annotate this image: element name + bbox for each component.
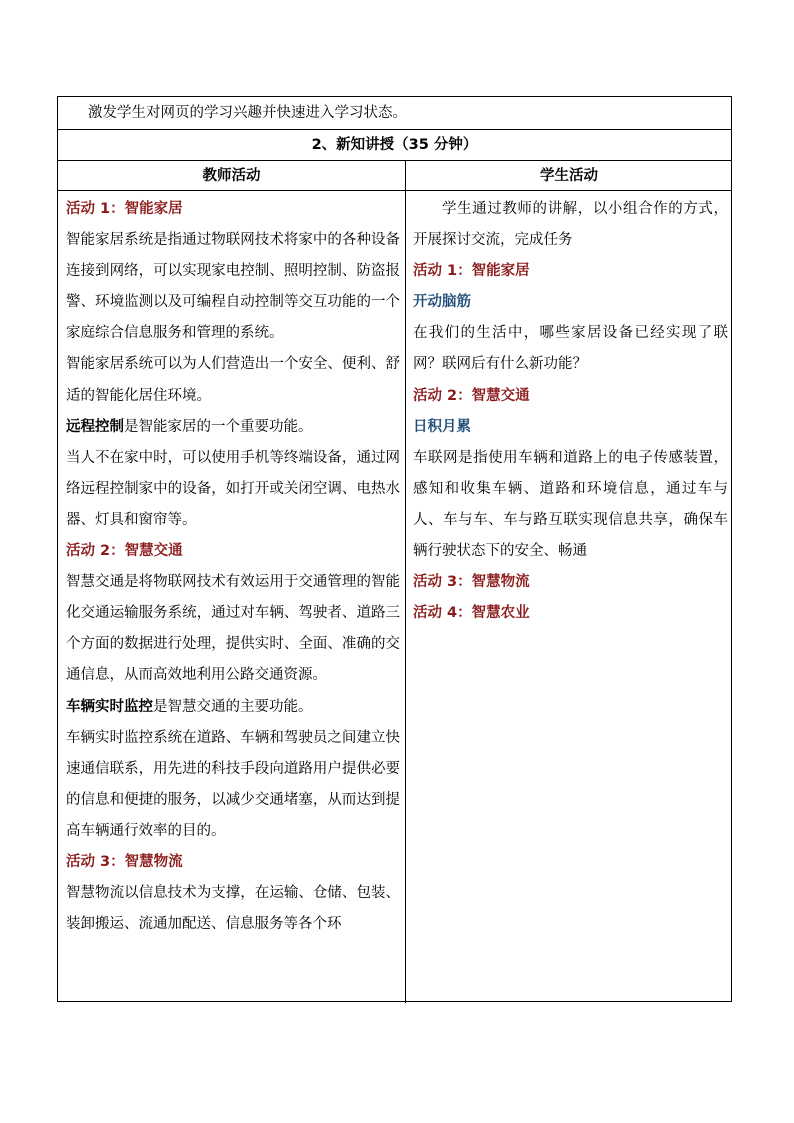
teacher-activity1-title: 活动 1：智能家居 [66,201,183,217]
column-divider [405,161,406,1003]
keypoint-text: 是智能家居的一个重要功能。 [124,418,313,435]
student-question-paragraph: 在我们的生活中，哪些家居设备已经实现了联网？联网后有什么新功能？ [413,325,728,373]
student-activity3-title: 活动 3：智慧物流 [413,574,530,591]
student-activity1-title: 活动 1：智能家居 [413,263,530,280]
student-activity2-title: 活动 2：智慧交通 [413,387,530,404]
teacher-activity3-paragraph: 智慧物流以信息技术为支撑，在运输、仓储、包装、装卸搬运、流通加配送、信息服务等各个环 [66,885,400,933]
teacher-activity1-paragraph: 智能家居系统是指通过物联网技术将家中的各种设备连接到网络，可以实现家电控制、照明控制、防盗报警、环境监测以及可编程自动控制等交互功能的一个家庭综合信息服务和管理的系统。 [66,232,400,342]
teacher-activity2-paragraph: 智慧交通是将物联网技术有效运用于交通管理的智能化交通运输服务系统，通过对车辆、驾驶者、道路三个方面的数据进行处理，提供实时、全面、准确的交通信息，从而高效地利用公路交通资源。 [66,574,400,684]
teacher-activity2-keypoint [66,692,400,723]
keypoint-term: 远程控制 [66,418,124,435]
teacher-activity1-keypoint [66,412,400,443]
teacher-activity1-paragraph: 当人不在家中时，可以使用手机等终端设备，通过网络远程控制家中的设备，如打开或关闭空调、电热水器、灯具和窗帘等。 [66,449,400,528]
student-column [413,194,728,629]
intro-text: 激发学生对网页的学习兴趣并快速进入学习状态。 [88,105,407,121]
intro-row [58,97,731,130]
header-row [58,161,731,191]
student-intro-paragraph: 学生通过教师的讲解，以小组合作的方式，开展探讨交流，完成任务 [413,201,728,249]
keypoint-term: 车辆实时监控 [66,698,153,715]
keypoint-text: 是智慧交通的主要功能。 [153,698,313,715]
teacher-activity2-paragraph: 车辆实时监控系统在道路、车辆和驾驶员之间建立快速通信联系，用先进的科技手段向道路用户提供必要的信息和便捷的服务，以减少交通堵塞，从而达到提高车辆通行效率的目的。 [66,729,400,839]
student-info-paragraph: 车联网是指使用车辆和道路上的电子传感装置，感知和收集车辆、道路和环境信息，通过车与人、车与车、车与路互联实现信息共享，确保车辆行驶状态下的安全、畅通 [413,449,728,560]
teacher-activity3-title: 活动 3：智慧物流 [66,853,183,870]
teacher-header: 教师活动 [202,168,261,184]
student-activity4-title: 活动 4：智慧农业 [413,605,530,622]
section-title: 2、新知讲授（35 分钟） [311,137,478,153]
lesson-table [57,96,732,1002]
teacher-activity1-paragraph: 智能家居系统可以为人们营造出一个安全、便利、舒适的智能化居住环境。 [66,356,400,404]
accumulate-label: 日积月累 [413,418,471,435]
teacher-activity2-title: 活动 2：智慧交通 [66,543,183,560]
brainstorm-label: 开动脑筋 [413,294,471,311]
teacher-column [66,194,400,940]
student-header: 学生活动 [540,168,598,184]
section-row [58,130,731,161]
